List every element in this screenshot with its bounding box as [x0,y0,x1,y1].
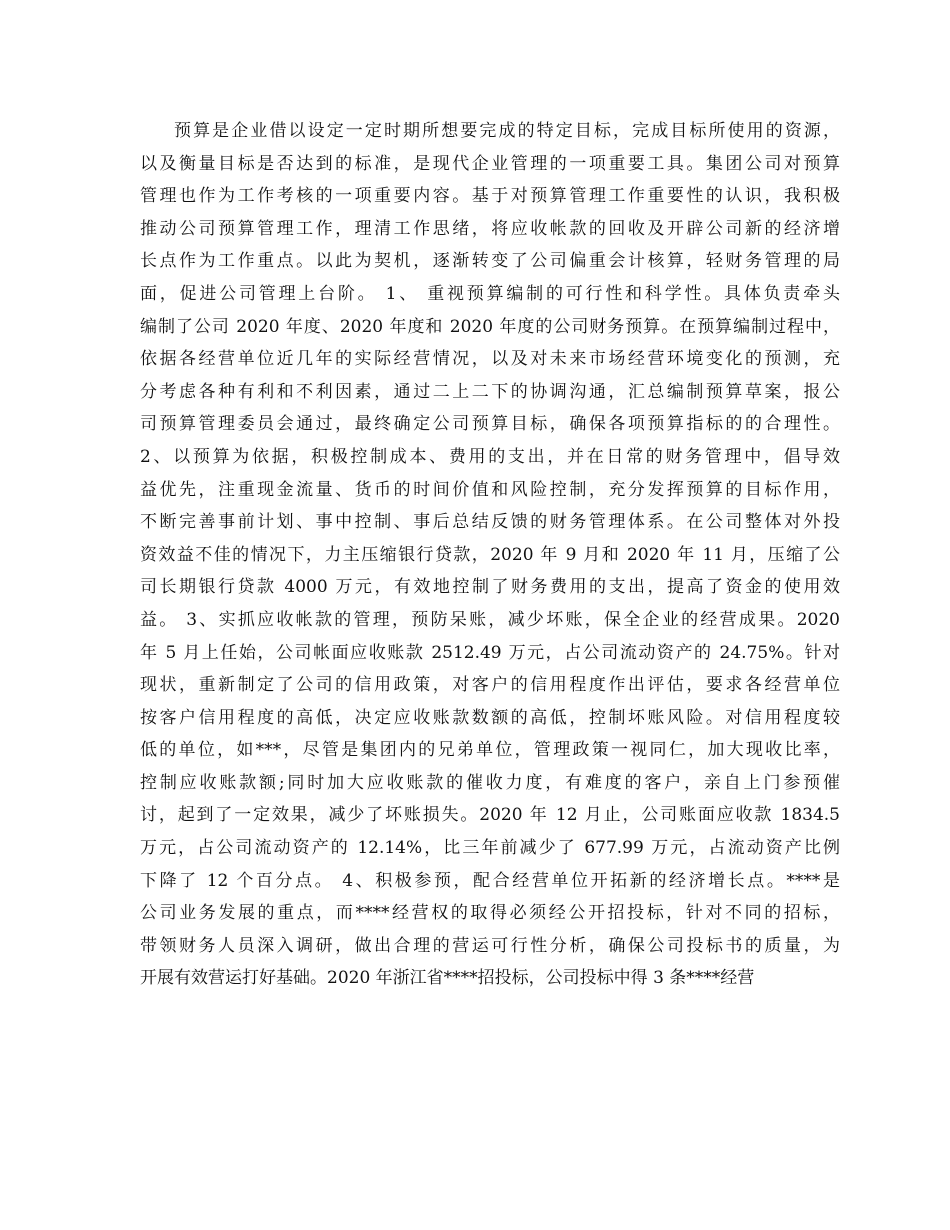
text-line: 公司业务发展的重点，而****经营权的取得必须经公开招投标，针对不同的招标， [140,903,840,924]
text-line: 控制应收账款额;同时加大应收账款的催收力度，有难度的客户，亲自上门参预催 [140,772,840,793]
text-line: 面，促进公司管理上台阶。 1、 重视预算编制的可行性和科学性。具体负责牵头 [140,283,840,304]
text-line: 按客户信用程度的高低，决定应收账款数额的高低，控制坏账风险。对信用程度较 [140,707,840,728]
text-line: 带领财务人员深入调研，做出合理的营运可行性分析，确保公司投标书的质量，为 [140,935,840,956]
text-line: 讨，起到了一定效果，减少了坏账损失。2020 年 12 月止，公司账面应收款 1834.5 [140,805,840,826]
text-line: 低的单位，如***，尽管是集团内的兄弟单位，管理政策一视同仁，加大现收比率， [140,740,840,761]
text-line: 分考虑各种有利和不利因素，通过二上二下的协调沟通，汇总编制预算草案，报公 [140,381,840,402]
text-line: 年 5 月上任始，公司帐面应收账款 2512.49 万元，占公司流动资产的 24.75%。针对 [140,642,840,663]
text-line: 推动公司预算管理工作，理清工作思绪，将应收帐款的回收及开辟公司新的经济增 [140,218,840,239]
text-line: 资效益不佳的情况下，力主压缩银行贷款，2020 年 9 月和 2020 年 11 月，压缩了公 [140,544,840,565]
body-paragraph [140,115,840,995]
text-line: 以及衡量目标是否达到的标准，是现代企业管理的一项重要工具。集团公司对预算 [140,153,840,174]
text-line: 司长期银行贷款 4000 万元，有效地控制了财务费用的支出，提高了资金的使用效 [140,577,840,598]
text-line: 2、以预算为依据，积极控制成本、费用的支出，并在日常的财务管理中，倡导效 [140,446,840,467]
text-line: 编制了公司 2020 年度、2020 年度和 2020 年度的公司财务预算。在预算编制过程中， [140,316,840,337]
text-line: 司预算管理委员会通过，最终确定公司预算目标，确保各项预算指标的的合理性。 [140,414,840,435]
text-line: 万元，占公司流动资产的 12.14%，比三年前减少了 677.99 万元，占流动资产比例 [140,838,840,859]
text-line: 预算是企业借以设定一定时期所想要完成的特定目标，完成目标所使用的资源， [174,121,840,141]
text-line: 管理也作为工作考核的一项重要内容。基于对预算管理工作重要性的认识，我积极 [140,186,840,207]
text-line: 益。 3、实抓应收帐款的管理，预防呆账，减少坏账，保全企业的经营成果。2020 [140,609,840,630]
text-line: 现状，重新制定了公司的信用政策，对客户的信用程度作出评估，要求各经营单位 [140,675,840,696]
text-line: 开展有效营运打好基础。2020 年浙江省****招投标，公司投标中得 3 条****经营 [140,968,755,989]
text-line: 下降了 12 个百分点。 4、积极参预，配合经营单位开拓新的经济增长点。****是 [140,870,840,891]
text-line: 益优先，注重现金流量、货币的时间价值和风险控制，充分发挥预算的目标作用， [140,479,840,500]
text-line: 长点作为工作重点。以此为契机，逐渐转变了公司偏重会计核算，轻财务管理的局 [140,251,840,272]
text-line: 依据各经营单位近几年的实际经营情况，以及对未来市场经营环境变化的预测，充 [140,349,840,370]
text-line: 不断完善事前计划、事中控制、事后总结反馈的财务管理体系。在公司整体对外投 [140,512,840,533]
